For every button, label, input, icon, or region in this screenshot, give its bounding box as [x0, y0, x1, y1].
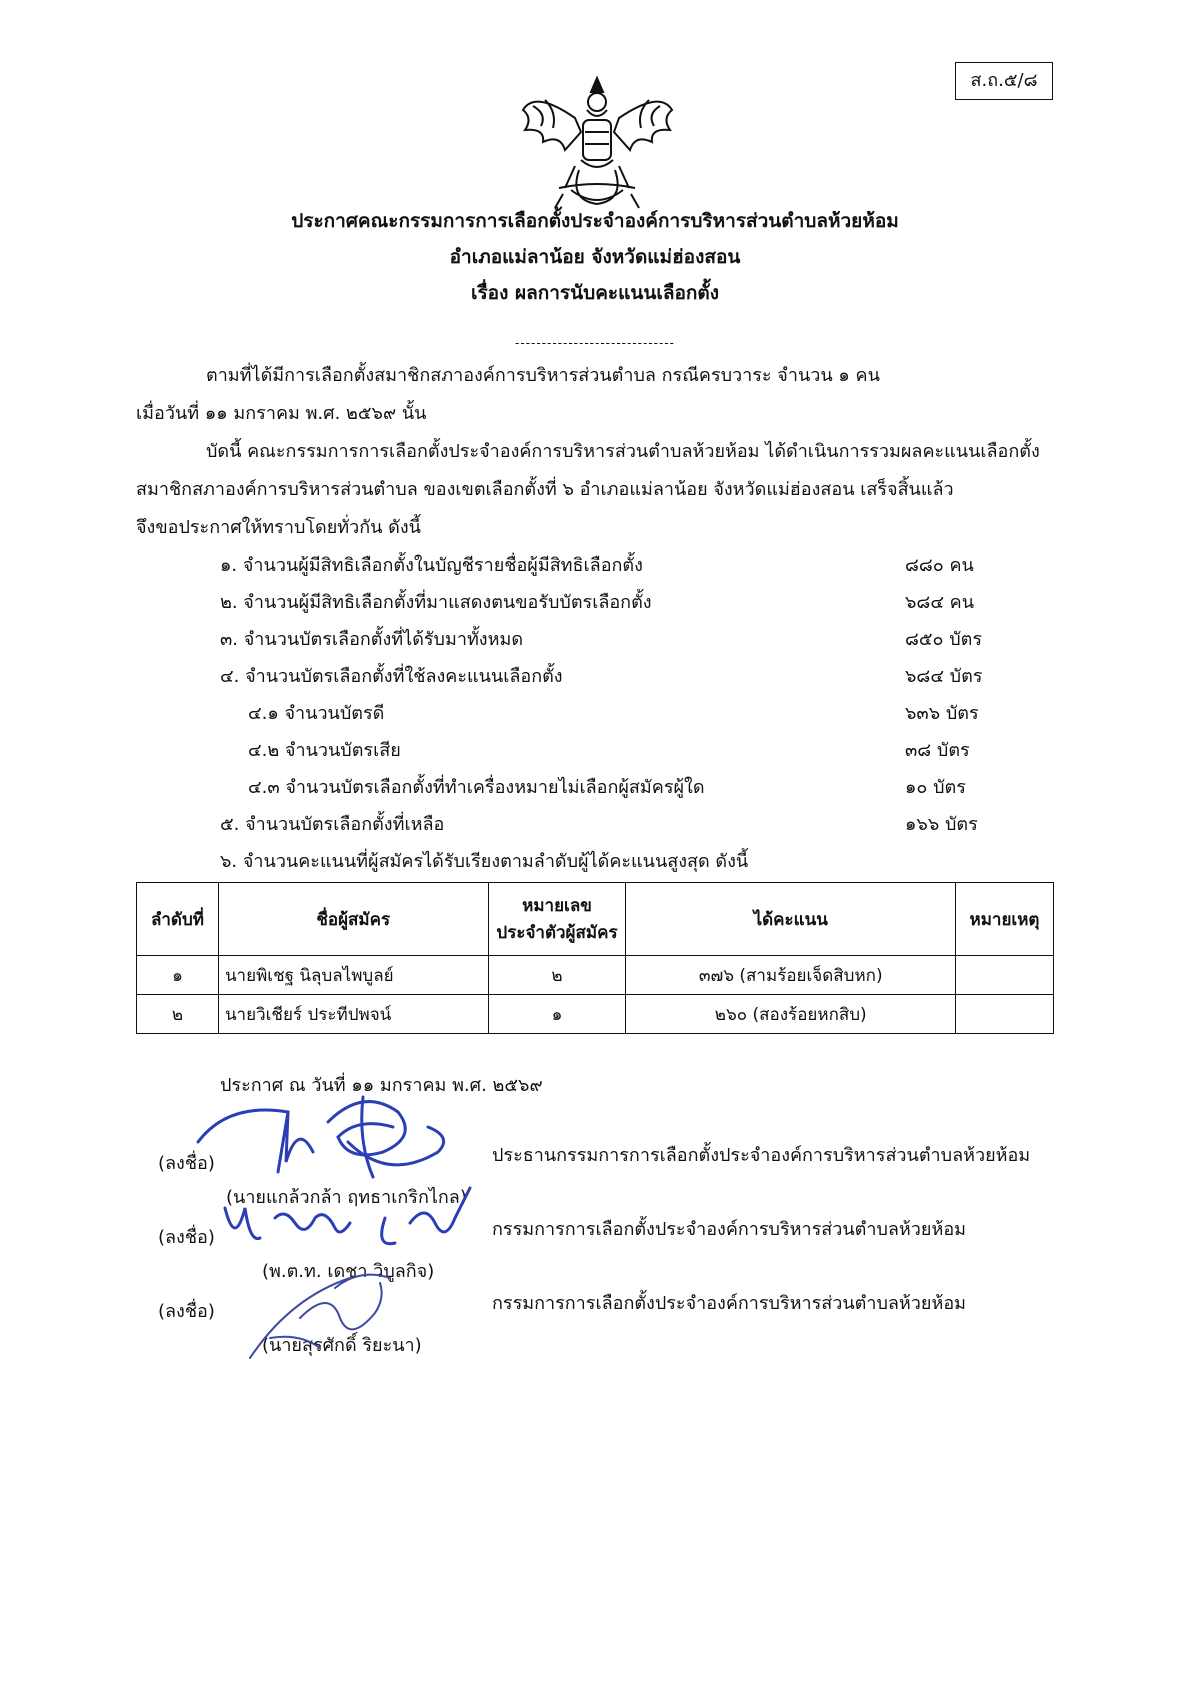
item-value: ๑๖๖ บัตร: [905, 814, 978, 835]
item-label: ๔. จำนวนบัตรเลือกตั้งที่ใช้ลงคะแนนเลือกตั้ง: [220, 666, 563, 687]
cell-remark: [955, 995, 1053, 1034]
announce-date: ประกาศ ณ วันที่ ๑๑ มกราคม พ.ศ. ๒๕๖๙: [220, 1075, 543, 1096]
intro-para2-line3: จึงขอประกาศให้ทราบโดยทั่วกัน ดังนี้: [136, 517, 421, 538]
table-header-row: [137, 883, 1054, 956]
title-separator: ------------------------------: [515, 336, 675, 350]
intro-para2-line1: บัดนี้ คณะกรรมการการเลือกตั้งประจำองค์การบริหารส่วนตำบลห้วยห้อม ได้ดำเนินการรวมผลคะแนนเลือกตั้ง: [206, 441, 1040, 462]
item-label: ๖. จำนวนคะแนนที่ผู้สมัครได้รับเรียงตามลำดับผู้ได้คะแนนสูงสุด ดังนี้: [220, 851, 749, 872]
item-value: ๑๐ บัตร: [905, 777, 966, 798]
cell-name: นายพิเชฐ นิลุบลไพบูลย์: [218, 956, 488, 995]
cell-number: ๒: [488, 956, 626, 995]
signature-1-handwriting: [188, 1082, 458, 1192]
signer-1-name: (นายแกล้วกล้า ฤทธาเกริกไกล): [226, 1187, 467, 1208]
header-number-line1: หมายเลข: [522, 896, 592, 916]
title-line-1: ประกาศคณะกรรมการการเลือกตั้งประจำองค์การบริหารส่วนตำบลห้วยห้อม: [291, 210, 899, 232]
table-row: [137, 995, 1054, 1034]
header-rank: ลำดับที่: [137, 883, 219, 956]
item-label: ๕. จำนวนบัตรเลือกตั้งที่เหลือ: [220, 814, 445, 835]
item-label: ๔.๑ จำนวนบัตรดี: [248, 703, 385, 724]
signer-1-role: ประธานกรรมการการเลือกตั้งประจำองค์การบริหารส่วนตำบลห้วยห้อม: [492, 1145, 1031, 1166]
signer-3-role: กรรมการการเลือกตั้งประจำองค์การบริหารส่วนตำบลห้วยห้อม: [492, 1293, 966, 1314]
table-row: [137, 956, 1054, 995]
form-code-box: ส.ถ.๕/๘: [955, 62, 1053, 100]
signer-2-role: กรรมการการเลือกตั้งประจำองค์การบริหารส่วนตำบลห้วยห้อม: [492, 1219, 966, 1240]
garuda-emblem-icon: [515, 70, 680, 215]
intro-para2-line2: สมาชิกสภาองค์การบริหารส่วนตำบล ของเขตเลือกตั้งที่ ๖ อำเภอแม่ลาน้อย จังหวัดแม่ฮ่องสอน เสร็จสิ้นแล้ว: [136, 479, 954, 500]
sign-label-1: (ลงชื่อ): [158, 1153, 215, 1174]
signer-3-name: (นายสุรศักดิ์ ริยะนา): [262, 1335, 422, 1356]
item-label: ๔.๓ จำนวนบัตรเลือกตั้งที่ทำเครื่องหมายไม่เลือกผู้สมัครผู้ใด: [248, 777, 705, 798]
item-label: ๓. จำนวนบัตรเลือกตั้งที่ได้รับมาทั้งหมด: [220, 629, 524, 650]
item-label: ๑. จำนวนผู้มีสิทธิเลือกตั้งในบัญชีรายชื่อผู้มีสิทธิเลือกตั้ง: [220, 555, 643, 576]
intro-para1-line1: ตามที่ได้มีการเลือกตั้งสมาชิกสภาองค์การบริหารส่วนตำบล กรณีครบวาระ จำนวน ๑ คน: [206, 365, 880, 386]
header-votes: ได้คะแนน: [626, 883, 956, 956]
signer-2-name: (พ.ต.ท. เดชา วิบูลกิจ): [262, 1261, 435, 1282]
signature-3-handwriting: [240, 1258, 430, 1368]
header-remark: หมายเหตุ: [955, 883, 1053, 956]
cell-remark: [955, 956, 1053, 995]
header-name: ชื่อผู้สมัคร: [218, 883, 488, 956]
results-table: [136, 882, 1054, 1034]
item-label: ๒. จำนวนผู้มีสิทธิเลือกตั้งที่มาแสดงตนขอรับบัตรเลือกตั้ง: [220, 592, 652, 613]
sign-label-3: (ลงชื่อ): [158, 1301, 215, 1322]
item-value: ๓๘ บัตร: [905, 740, 970, 761]
item-value: ๘๘๐ คน: [905, 555, 974, 576]
cell-name: นายวิเชียร์ ประทีปพจน์: [218, 995, 488, 1034]
intro-para1-line2: เมื่อวันที่ ๑๑ มกราคม พ.ศ. ๒๕๖๙ นั้น: [136, 403, 427, 424]
sign-label-2: (ลงชื่อ): [158, 1227, 215, 1248]
title-line-2: อำเภอแม่ลาน้อย จังหวัดแม่ฮ่องสอน: [449, 246, 741, 268]
cell-rank: ๑: [137, 956, 219, 995]
signature-2-handwriting: [205, 1178, 485, 1258]
item-label: ๔.๒ จำนวนบัตรเสีย: [248, 740, 401, 761]
item-value: ๖๓๖ บัตร: [905, 703, 979, 724]
header-number: [488, 883, 626, 956]
header-number-line2: ประจำตัวผู้สมัคร: [496, 923, 618, 943]
item-value: ๘๕๐ บัตร: [905, 629, 983, 650]
cell-rank: ๒: [137, 995, 219, 1034]
cell-votes: ๓๗๖ (สามร้อยเจ็ดสิบหก): [626, 956, 956, 995]
item-value: ๖๘๔ คน: [905, 592, 975, 613]
cell-votes: ๒๖๐ (สองร้อยหกสิบ): [626, 995, 956, 1034]
title-line-3: เรื่อง ผลการนับคะแนนเลือกตั้ง: [470, 282, 719, 304]
item-value: ๖๘๔ บัตร: [905, 666, 983, 687]
cell-number: ๑: [488, 995, 626, 1034]
